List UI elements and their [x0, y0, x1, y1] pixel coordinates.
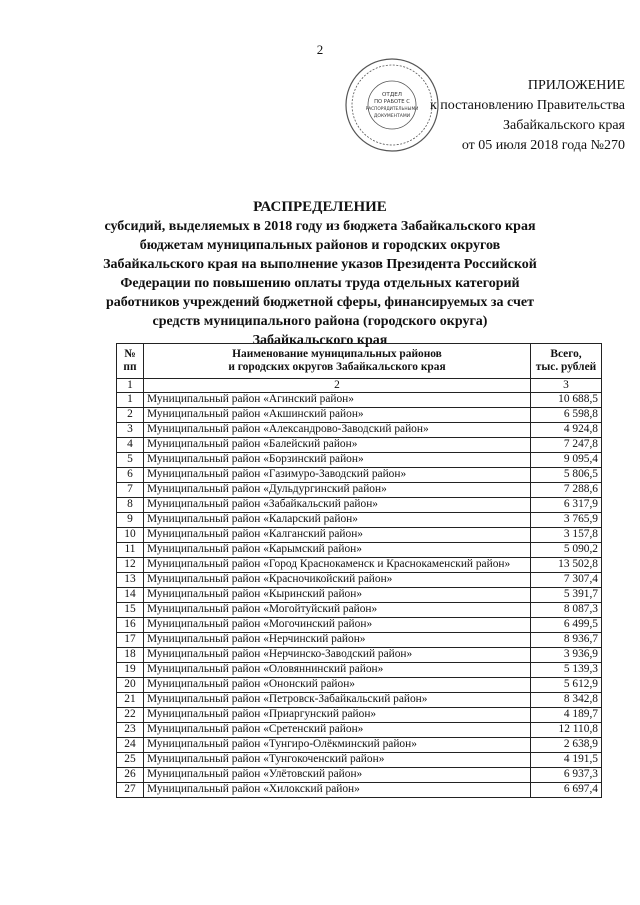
- row-name: Муниципальный район «Могочинский район»: [144, 618, 531, 633]
- row-number: 3: [117, 423, 144, 438]
- row-sum: 6 317,9: [531, 498, 602, 513]
- row-name: Муниципальный район «Каларский район»: [144, 513, 531, 528]
- row-number: 20: [117, 678, 144, 693]
- row-name: Муниципальный район «Могойтуйский район»: [144, 603, 531, 618]
- title-line-5: работников учреждений бюджетной сферы, финансируемых за счет: [106, 295, 534, 310]
- row-sum: 3 157,8: [531, 528, 602, 543]
- row-sum: 4 191,5: [531, 753, 602, 768]
- table-row: [117, 783, 602, 798]
- row-sum: 5 806,5: [531, 468, 602, 483]
- row-number: 6: [117, 468, 144, 483]
- row-number: 1: [117, 393, 144, 408]
- table-row: [117, 708, 602, 723]
- row-name: Муниципальный район «Тунгокоченский район»: [144, 753, 531, 768]
- row-name: Муниципальный район «Тунгиро-Олёкминский район»: [144, 738, 531, 753]
- row-number: 2: [117, 408, 144, 423]
- column-index: 2: [144, 379, 531, 393]
- row-name: Муниципальный район «Ононский район»: [144, 678, 531, 693]
- row-name: Муниципальный район «Хилокский район»: [144, 783, 531, 798]
- table-row: [117, 558, 602, 573]
- row-number: 7: [117, 483, 144, 498]
- row-number: 19: [117, 663, 144, 678]
- table-row: [117, 648, 602, 663]
- row-number: 21: [117, 693, 144, 708]
- row-sum: 13 502,8: [531, 558, 602, 573]
- row-number: 25: [117, 753, 144, 768]
- row-number: 8: [117, 498, 144, 513]
- row-number: 5: [117, 453, 144, 468]
- row-number: 16: [117, 618, 144, 633]
- row-number: 18: [117, 648, 144, 663]
- row-name: Муниципальный район «Оловяннинский район»: [144, 663, 531, 678]
- title-line-7: Забайкальского края: [252, 333, 388, 348]
- row-name: Муниципальный район «Нерчинский район»: [144, 633, 531, 648]
- row-name: Муниципальный район «Красночикойский район»: [144, 573, 531, 588]
- row-sum: 6 937,3: [531, 768, 602, 783]
- row-sum: 7 247,8: [531, 438, 602, 453]
- row-sum: 8 936,7: [531, 633, 602, 648]
- table-row: [117, 603, 602, 618]
- stamp-line-3: РАСПОРЯДИТЕЛЬНЫМИ: [365, 107, 419, 112]
- row-sum: 10 688,5: [531, 393, 602, 408]
- row-name: Муниципальный район «Александрово-Заводский район»: [144, 423, 531, 438]
- table-row: [117, 588, 602, 603]
- appendix-block: [350, 76, 625, 156]
- row-name: Муниципальный район «Приаргунский район»: [144, 708, 531, 723]
- row-number: 10: [117, 528, 144, 543]
- row-number: 12: [117, 558, 144, 573]
- table-row: [117, 408, 602, 423]
- appendix-line-2: к постановлению Правительства: [429, 98, 625, 113]
- table-row: [117, 663, 602, 678]
- row-name: Муниципальный район «Забайкальский район»: [144, 498, 531, 513]
- row-name: Муниципальный район «Балейский район»: [144, 438, 531, 453]
- page-number: 2: [316, 42, 324, 57]
- table-row: [117, 768, 602, 783]
- row-sum: 5 139,3: [531, 663, 602, 678]
- table-row: [117, 678, 602, 693]
- row-number: 22: [117, 708, 144, 723]
- row-sum: 9 095,4: [531, 453, 602, 468]
- row-number: 11: [117, 543, 144, 558]
- row-number: 27: [117, 783, 144, 798]
- table-row: [117, 423, 602, 438]
- row-name: Муниципальный район «Газимуро-Заводский район»: [144, 468, 531, 483]
- row-sum: 8 342,8: [531, 693, 602, 708]
- row-number: 17: [117, 633, 144, 648]
- table-row: [117, 468, 602, 483]
- header-sum: Всего, тыс. рублей: [531, 344, 602, 379]
- row-sum: 2 638,9: [531, 738, 602, 753]
- column-index-row: [117, 379, 602, 393]
- stamp-line-2: ПО РАБОТЕ С: [374, 99, 410, 105]
- row-number: 15: [117, 603, 144, 618]
- stamp-line-4: ДОКУМЕНТАМИ: [373, 114, 411, 119]
- header-number: № пп: [117, 344, 144, 379]
- table-row: [117, 723, 602, 738]
- column-index: 1: [117, 379, 144, 393]
- row-name: Муниципальный район «Улётовский район»: [144, 768, 531, 783]
- table-row: [117, 438, 602, 453]
- appendix-line-3: Забайкальского края: [502, 118, 625, 133]
- row-sum: 3 765,9: [531, 513, 602, 528]
- row-number: 9: [117, 513, 144, 528]
- row-name: Муниципальный район «Акшинский район»: [144, 408, 531, 423]
- row-sum: 4 924,8: [531, 423, 602, 438]
- table-row: [117, 738, 602, 753]
- table-row: [117, 528, 602, 543]
- document-title: [80, 198, 560, 350]
- row-name: Муниципальный район «Петровск-Забайкальский район»: [144, 693, 531, 708]
- row-sum: 5 612,9: [531, 678, 602, 693]
- table-row: [117, 753, 602, 768]
- table-header-row: [117, 344, 602, 379]
- table-row: [117, 513, 602, 528]
- table-row: [117, 573, 602, 588]
- row-name: Муниципальный район «Дульдургинский район»: [144, 483, 531, 498]
- row-sum: 8 087,3: [531, 603, 602, 618]
- row-sum: 5 090,2: [531, 543, 602, 558]
- distribution-table: [116, 343, 602, 798]
- header-name: Наименование муниципальных районов и городских округов Забайкальского края: [144, 344, 531, 379]
- row-sum: 4 189,7: [531, 708, 602, 723]
- table-row: [117, 633, 602, 648]
- title-line-2: бюджетам муниципальных районов и городских округов: [139, 238, 501, 253]
- table-row: [117, 498, 602, 513]
- row-number: 23: [117, 723, 144, 738]
- row-number: 4: [117, 438, 144, 453]
- row-sum: 5 391,7: [531, 588, 602, 603]
- row-sum: 3 936,9: [531, 648, 602, 663]
- title-main: РАСПРЕДЕЛЕНИЕ: [253, 199, 387, 215]
- title-line-6: средств муниципального района (городского округа): [152, 314, 488, 329]
- row-number: 14: [117, 588, 144, 603]
- table-row: [117, 618, 602, 633]
- appendix-title: ПРИЛОЖЕНИЕ: [527, 78, 625, 93]
- row-sum: 12 110,8: [531, 723, 602, 738]
- appendix-line-4: от 05 июля 2018 года №270: [461, 138, 625, 153]
- row-name: Муниципальный район «Карымский район»: [144, 543, 531, 558]
- row-sum: 6 499,5: [531, 618, 602, 633]
- row-sum: 6 697,4: [531, 783, 602, 798]
- table-row: [117, 543, 602, 558]
- table-row: [117, 393, 602, 408]
- row-name: Муниципальный район «Нерчинско-Заводский район»: [144, 648, 531, 663]
- row-name: Муниципальный район «Сретенский район»: [144, 723, 531, 738]
- table-row: [117, 693, 602, 708]
- row-name: Муниципальный район «Город Краснокаменск и Краснокаменский район»: [144, 558, 531, 573]
- row-name: Муниципальный район «Борзинский район»: [144, 453, 531, 468]
- row-number: 26: [117, 768, 144, 783]
- row-sum: 7 288,6: [531, 483, 602, 498]
- row-name: Муниципальный район «Калганский район»: [144, 528, 531, 543]
- column-index: 3: [531, 379, 602, 393]
- stamp-line-1: ОТДЕЛ: [382, 92, 402, 98]
- row-name: Муниципальный район «Кыринский район»: [144, 588, 531, 603]
- table-row: [117, 483, 602, 498]
- row-sum: 6 598,8: [531, 408, 602, 423]
- row-number: 24: [117, 738, 144, 753]
- title-line-4: Федерации по повышению оплаты труда отдельных категорий: [120, 276, 520, 291]
- row-name: Муниципальный район «Агинский район»: [144, 393, 531, 408]
- title-line-1: субсидий, выделяемых в 2018 году из бюджета Забайкальского края: [104, 219, 536, 234]
- row-sum: 7 307,4: [531, 573, 602, 588]
- title-line-3: Забайкальского края на выполнение указов Президента Российской: [103, 257, 537, 272]
- table-row: [117, 453, 602, 468]
- row-number: 13: [117, 573, 144, 588]
